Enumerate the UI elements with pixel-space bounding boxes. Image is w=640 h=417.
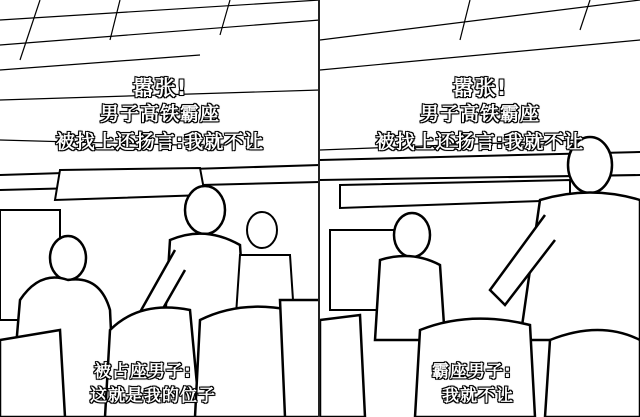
train-interior-sketch [320, 0, 640, 417]
subtitle-line-1: 霸座男子: [432, 362, 512, 382]
title-line-2: 被找上还扬言:我就不让 [55, 131, 265, 153]
luggage-rack [0, 165, 320, 200]
subtitle-line-2: 我就不让 [442, 386, 514, 406]
title-line-1: 男子高铁霸座 [419, 103, 540, 125]
headline: 嚣张! [452, 76, 508, 100]
subtitle-line-2: 这就是我的位子 [90, 386, 216, 406]
headline: 嚣张! [132, 76, 188, 100]
title-line-2: 被找上还扬言:我就不让 [375, 131, 585, 153]
right-video-frame [320, 0, 640, 417]
title-line-1: 男子高铁霸座 [99, 103, 220, 125]
subtitle-line-1: 被占座男子: [94, 362, 192, 382]
standing-man [490, 137, 640, 340]
